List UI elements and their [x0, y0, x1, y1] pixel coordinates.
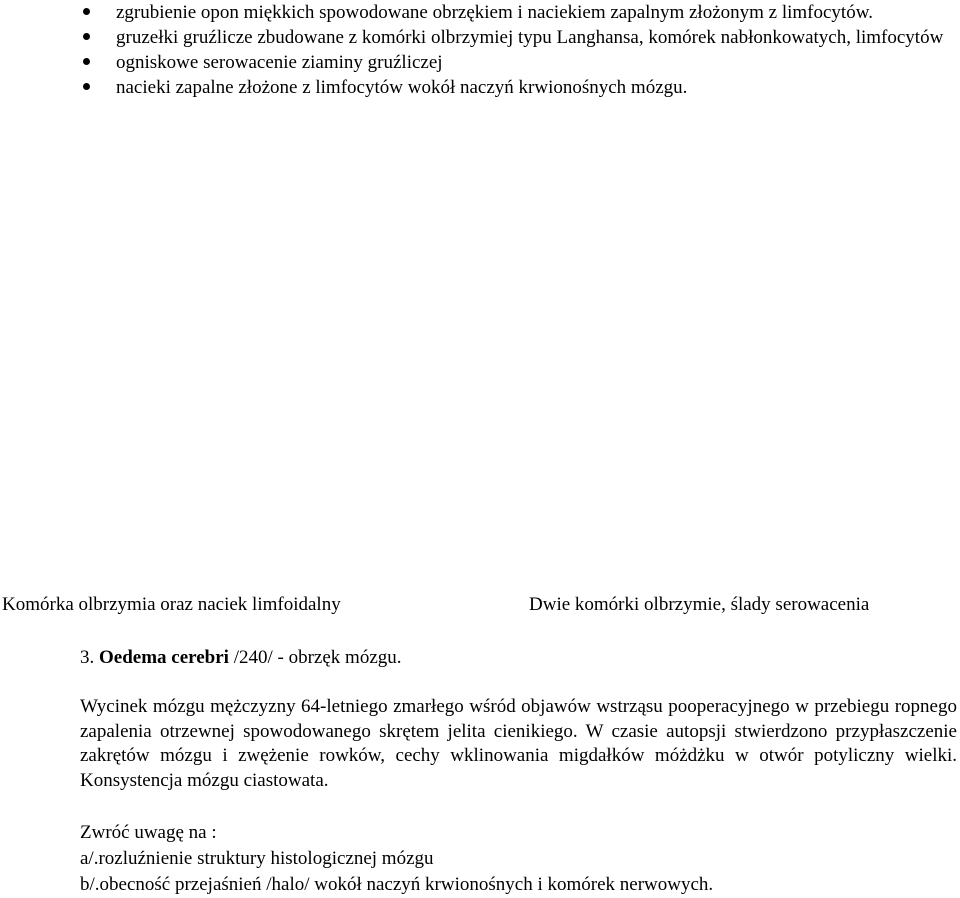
list-item-text: gruzełki gruźlicze zbudowane z komórki olbrzymiej typu Langhansa, komórek nabłonkowatych, limfocytów [116, 27, 944, 48]
list-item-text: nacieki zapalne złożone z limfocytów wokół naczyń krwionośnych mózgu. [116, 77, 688, 98]
case-description: Wycinek mózgu mężczyzny 64-letniego zmarłego wśród objawów wstrząsu pooperacyjnego w przebiegu ropnego zapalenia otrzewnej spowodowanego skrętem jelita cienikiego. W czasie autopsji stwierdzono przypłaszczenie zakrętów mózgu i zwężenie rowków, cechy wklinowania migdałków móżdżku w otwór potyliczny wielki. Konsystencja mózgu ciastowata. [80, 696, 957, 791]
section-number: 3. [80, 647, 95, 668]
attention-notes [80, 820, 957, 898]
list-item-text: ogniskowe serowacenie ziaminy gruźliczej [116, 52, 443, 73]
bullet-icon [83, 83, 90, 90]
section-heading [80, 645, 402, 670]
note-item: b/.obecność przejaśnień /halo/ wokół naczyń krwionośnych i komórek nerwowych. [80, 874, 714, 895]
section-title-latin: Oedema cerebri [99, 647, 229, 668]
list-item [80, 50, 957, 75]
list-item [80, 25, 957, 50]
findings-bullet-list [80, 0, 957, 100]
note-item: a/.rozluźnienie struktury histologicznej mózgu [80, 848, 434, 869]
bullet-icon [83, 33, 90, 40]
bullet-icon [83, 8, 90, 15]
bullet-icon [83, 58, 90, 65]
list-item [80, 75, 957, 100]
list-item-text: zgrubienie opon miękkich spowodowane obrzękiem i naciekiem zapalnym złożonym z limfocytów. [116, 2, 873, 23]
image-caption-right: Dwie komórki olbrzymie, ślady serowacenia [529, 594, 870, 615]
section-title-polish: /240/ - obrzęk mózgu. [233, 647, 402, 668]
image-caption-left: Komórka olbrzymia oraz naciek limfoidalny [2, 594, 341, 615]
list-item [80, 0, 957, 25]
notes-heading: Zwróć uwagę na : [80, 822, 217, 843]
